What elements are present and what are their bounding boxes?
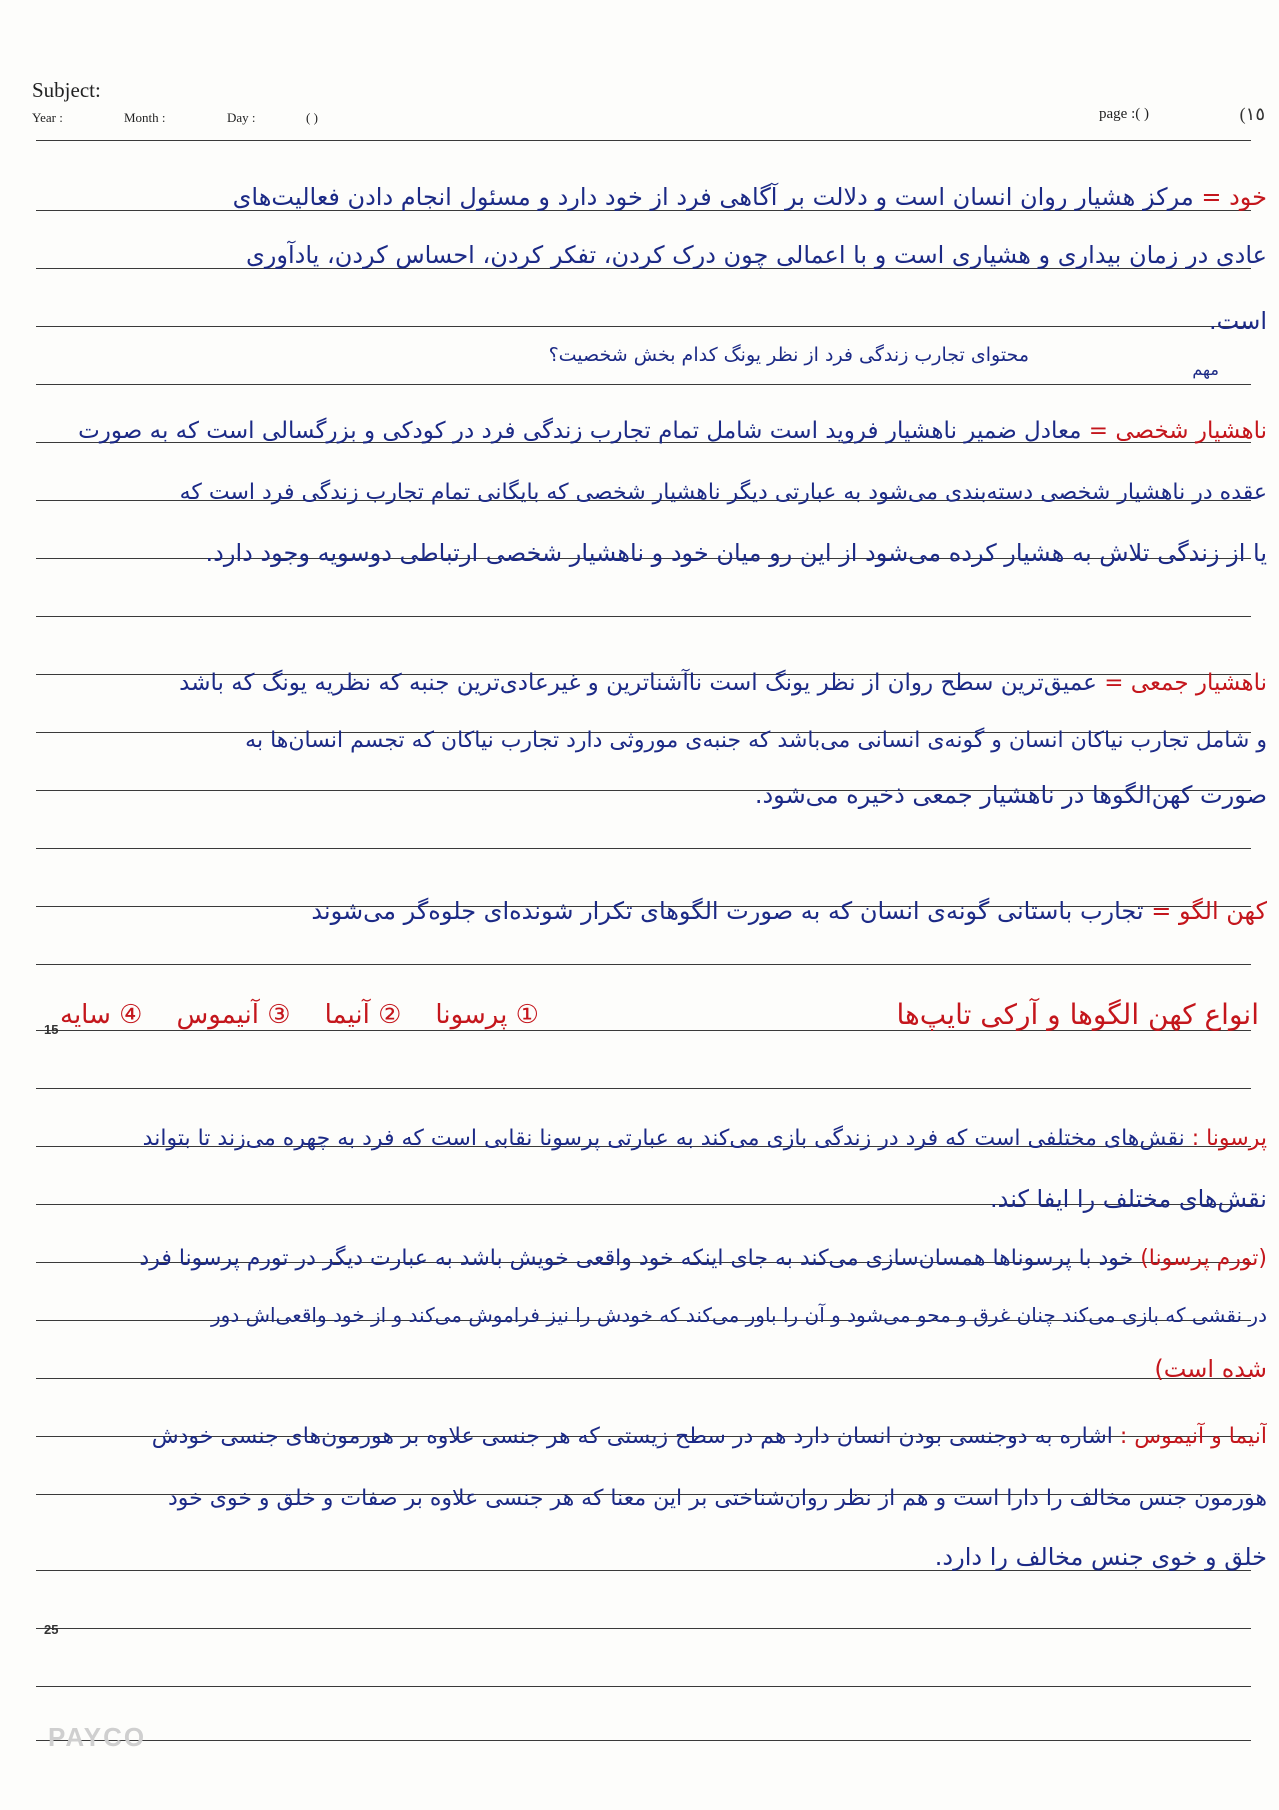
archetype-types-title: انواع کهن الگوها و آرکی تایپ‌ها: [896, 998, 1259, 1031]
text-line: شده است): [1154, 1355, 1267, 1383]
ruled-line: [36, 1628, 1251, 1629]
text-line: صورت کهن‌الگوها در ناهشیار جمعی ذخیره می‌شود.: [754, 781, 1267, 809]
ruled-line: [36, 616, 1251, 617]
text-line: خود = مرکز هشیار روان انسان است و دلالت بر آگاهی فرد از خود دارد و مسئول انجام دادن فعالیت‌های: [232, 183, 1267, 211]
text-line: یا از زندگی تلاش به هشیار کرده می‌شود از این رو میان خود و ناهشیار شخصی ارتباطی دوسویه وجود دارد.: [205, 539, 1267, 567]
day-parens: ( ): [306, 110, 318, 125]
archetype-item: ④ سایه: [60, 999, 143, 1030]
subject-label: Subject:: [32, 78, 101, 102]
line-number-25: 25: [44, 1622, 59, 1637]
ruled-line: [36, 1686, 1251, 1687]
text-line: عادی در زمان بیداری و هشیاری است و با اعمالی چون درک کردن، تفکر کردن، احساس کردن، یادآوری: [246, 241, 1267, 269]
text-line: ناهشیار جمعی = عمیق‌ترین سطح روان از نظر یونگ است ناآشناترین و غیرعادی‌ترین جنبه که نظریه یونگ که باشد: [179, 670, 1267, 696]
ruled-line: [36, 1088, 1251, 1089]
text-line: پرسونا : نقش‌های مختلفی است که فرد در زندگی بازی می‌کند به عبارتی پرسونا نقابی است که فرد به چهره می‌زند تا بتواند: [142, 1126, 1267, 1151]
text-line: عقده در ناهشیار شخصی دسته‌بندی می‌شود به عبارتی دیگر ناهشیار شخصی که بایگانی تمام تجارب زندگی فرد است که: [179, 480, 1267, 505]
archetype-item: ① پرسونا: [435, 999, 539, 1030]
text-line: خلق و خوی جنس مخالف را دارد.: [934, 1543, 1267, 1571]
year-label: Year :: [32, 110, 63, 125]
text-line: نقش‌های مختلف را ایفا کند.: [989, 1185, 1267, 1213]
text-line: آنیما و آنیموس : اشاره به دوجنسی بودن انسان دارد هم در سطح زیستی که هر جنسی علاوه بر هورمون‌های جنسی خودش: [151, 1424, 1267, 1449]
brand-watermark: PAYCO: [48, 1722, 147, 1752]
archetype-item: ② آنیما: [324, 999, 402, 1030]
text-line: در نقشی که بازی می‌کند چنان غرق و محو می‌شود و آن را باور می‌کند که خودش را نیز فراموش می‌کند و از خود واقعی‌اش دور: [211, 1303, 1267, 1327]
margin-question: محتوای تجارب زندگی فرد از نظر یونگ کدام بخش شخصیت؟: [548, 344, 1029, 366]
text-line: کهن الگو = تجارب باستانی گونه‌ی انسان که به صورت الگوهای تکرار شونده‌ای جلوه‌گر می‌شوند: [311, 897, 1267, 925]
archetype-types-list: [60, 1000, 539, 1030]
page-number-label: page :( ): [1099, 106, 1149, 122]
handwritten-page-number: (١٥: [1239, 104, 1265, 124]
ruled-line: [36, 848, 1251, 849]
margin-important: مهم: [1192, 360, 1219, 379]
line-number-15: 15: [44, 1022, 59, 1037]
day-label: Day :: [227, 110, 256, 125]
month-label: Month :: [124, 110, 166, 125]
text-line: (تورم پرسونا) خود با پرسوناها همسان‌سازی می‌کند به جای اینکه خود واقعی خویش باشد به عبارت دیگر در تورم پرسونا فرد: [139, 1246, 1267, 1271]
text-line: ناهشیار شخصی = معادل ضمیر ناهشیار فروید است شامل تمام تجارب زندگی فرد در کودکی و بزرگسالی است که به صورت: [78, 418, 1267, 444]
archetype-types-row: [60, 998, 1259, 1031]
ruled-line: [36, 964, 1251, 965]
ruled-line: [36, 140, 1251, 141]
text-line: است.: [1209, 307, 1267, 335]
archetype-item: ③ آنیموس: [176, 999, 291, 1030]
text-line: هورمون جنس مخالف را دارا است و هم از نظر روان‌شناختی بر این معنا که هر جنسی علاوه بر صفات و خلق و خوی خود: [167, 1486, 1267, 1511]
ruled-line: [36, 384, 1251, 385]
ruled-line: [36, 1740, 1251, 1741]
text-line: و شامل تجارب نیاکان انسان و گونه‌ی انسانی می‌باشد که جنبه‌ی موروثی دارد تجارب نیاکان که تجسم انسان‌ها به: [245, 728, 1267, 753]
